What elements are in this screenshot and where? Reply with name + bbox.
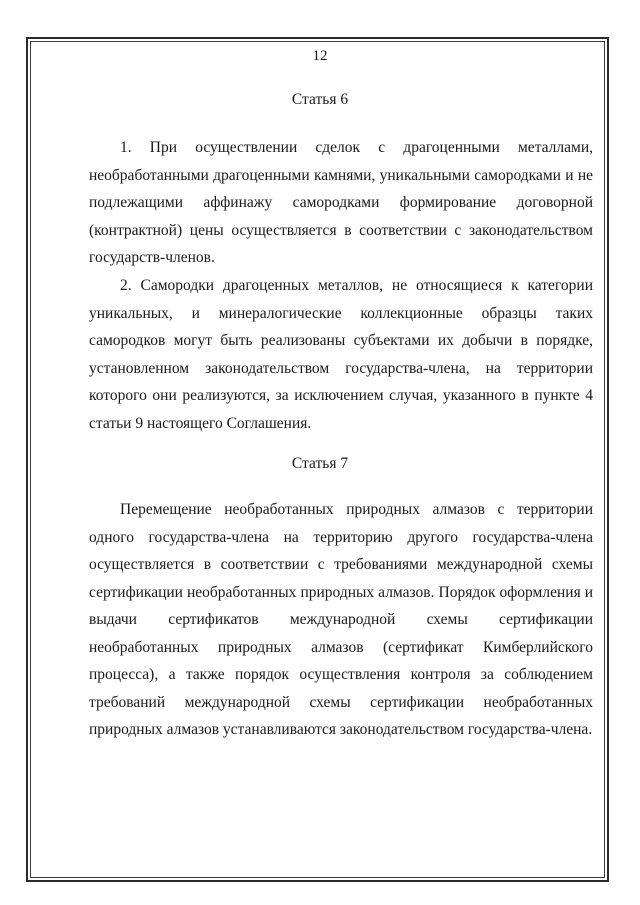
article-6-paragraph-2 [89,272,593,437]
article-7-heading: Статья 7 [291,455,349,472]
article-6-heading: Статья 6 [291,91,349,108]
article-7-paragraph-1-text: Перемещение необработанных природных алмазов с территории одного государства-члена на территорию другого государства-члена осуществляется в соответствии с требованиями международной схемы сертификации необработанных природных алмазов. Порядок оформления и выдачи сертификатов международной схемы сертификации необработанных природных алмазов (сертификат Кимберлийского процесса), а также порядок осуществления контроля за соблюдением требований международной схемы сертификации необработанных природных алмазов устанавливаются законодательством государства-члена. [89,501,593,738]
article-7-paragraph-1 [89,496,593,744]
page-number: 12 [312,48,328,64]
article-6-paragraph-1-text: 1. При осуществлении сделок с драгоценными металлами, необработанными драгоценными камнями, уникальными самородками и не подлежащими аффинажу самородками формирование договорной (контрактной) цены осуществляется в соответствии с законодательством государств-членов. [89,139,593,266]
article-6-paragraph-2-text: 2. Самородки драгоценных металлов, не относящиеся к категории уникальных, и минералогические коллекционные образцы таких самородков могут быть реализованы субъектами их добычи в порядке, установленном законодательством государства-члена, на территории которого они реализуются, за исключением случая, указанного в пункте 4 статьи 9 настоящего Соглашения. [89,277,593,432]
article-6-paragraph-1 [89,134,593,272]
